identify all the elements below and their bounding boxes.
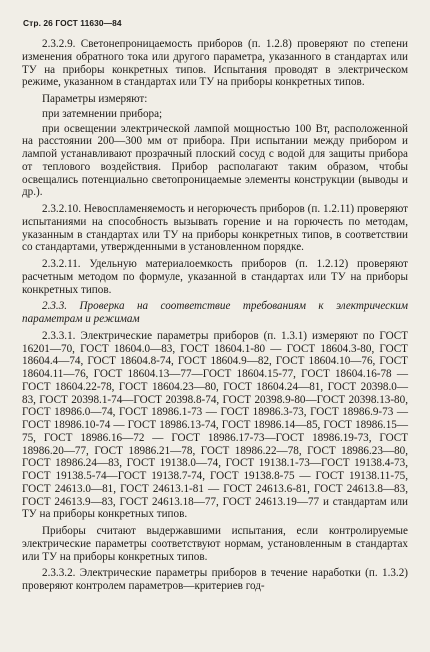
paragraph-params-measured: Параметры измеряют: (42, 93, 148, 105)
paragraph-darkening: при затемнении прибора; (42, 107, 163, 120)
paragraph-2-3-3-2: 2.3.3.2. Электрические параметры приборов в течение наработки (п. 1.3.2) проверяют контролем параметров—критериев год- (22, 567, 408, 592)
paragraph-pass-criteria: Приборы считают выдержавшими испытания, если контролируемые электрические параметры соответствуют нормам, установленным в стандартах или ТУ на приборы конкретных типов. (22, 525, 408, 563)
page-header: Стр. 26 ГОСТ 11630—84 (23, 18, 122, 28)
paragraph-2-3-2-11: 2.3.2.11. Удельную материалоемкость приборов (п. 1.2.12) проверяют расчетным методом по формуле, указанной в стандартах или ТУ на приборы конкретных типов. (22, 258, 408, 296)
section-heading-2-3-3: 2.3.3. Проверка на соответствие требованиям к электрическим параметрам и режимам (22, 300, 408, 325)
paragraph-lamp-illumination: при освещении электрической лампой мощностью 100 Вт, расположенной на расстоянии 200—300 мм от прибора. При испытании между прибором и лампой устанавливают прозрачный плоский сосуд с водой для защиты прибора от теплового воздействия. Прибор располагают таким образом, чтобы освещались потенциально светопроницаемые элементы конструкции (выводы и др.). (22, 122, 408, 199)
paragraph-2-3-2-10: 2.3.2.10. Невоспламеняемость и негорючесть приборов (п. 1.2.11) проверяют испытаниями на способность вызывать горение и на горючесть по методам, указанным в стандартах или ТУ на приборы конкретных типов, в соответствии со стандартами, утвержденными в установленном порядке. (22, 203, 408, 254)
paragraph-2-3-2-9: 2.3.2.9. Светонепроницаемость приборов (п. 1.2.8) проверяют по степени изменения обратного тока или другого параметра, указанного в стандартах или ТУ на приборы конкретных типов. Испытания проводят в электрическом режиме, указанном в стандартах или ТУ на приборы конкретных типов. (22, 38, 408, 89)
paragraph-2-3-3-1: 2.3.3.1. Электрические параметры приборов (п. 1.3.1) измеряют по ГОСТ 16201—70, ГОСТ 18604.0—83, ГОСТ 18604.1-80 — ГОСТ 18604.3-80, ГОСТ 18604.4—74, ГОСТ 18604.8-74, ГОСТ 18604.9—82, ГОСТ 18604.10—76, ГОСТ 18604.11—76, ГОСТ 18604.13—77—ГОСТ 18604.15-77, ГОСТ 18604.16-78 — ГОСТ 18604.22-78, ГОСТ 18604.23—80, ГОСТ 18604.24—81, ГОСТ 20398.0—83, ГОСТ 20398.1-74—ГОСТ 20398.8-74, ГОСТ 20398.9-80—ГОСТ 20398.13-80, ГОСТ 18986.0—74, ГОСТ 18986.1-73 — ГОСТ 18986.3-73, ГОСТ 18986.9-73 — ГОСТ 18986.10-74 — ГОСТ 18986.13-74, ГОСТ 18986.14—85, ГОСТ 18986.15—75, ГОСТ 18986.16—72 — ГОСТ 18986.17-73—ГОСТ 18986.19-73, ГОСТ 18986.20—77, ГОСТ 18986.21—78, ГОСТ 18986.22—78, ГОСТ 18986.23—80, ГОСТ 18986.24—83, ГОСТ 19138.0—74, ГОСТ 19138.1-73—ГОСТ 19138.4-73, ГОСТ 19138.5-74—ГОСТ 19138.7-74, ГОСТ 19138.8-75 — ГОСТ 19138.11-75, ГОСТ 24613.0—81, ГОСТ 24613.1-81 — ГОСТ 24613.6-81, ГОСТ 24613.8—83, ГОСТ 24613.9—83, ГОСТ 24613.18—77, ГОСТ 24613.19—77 и стандартам или ТУ на приборы конкретных типов. (22, 329, 408, 521)
